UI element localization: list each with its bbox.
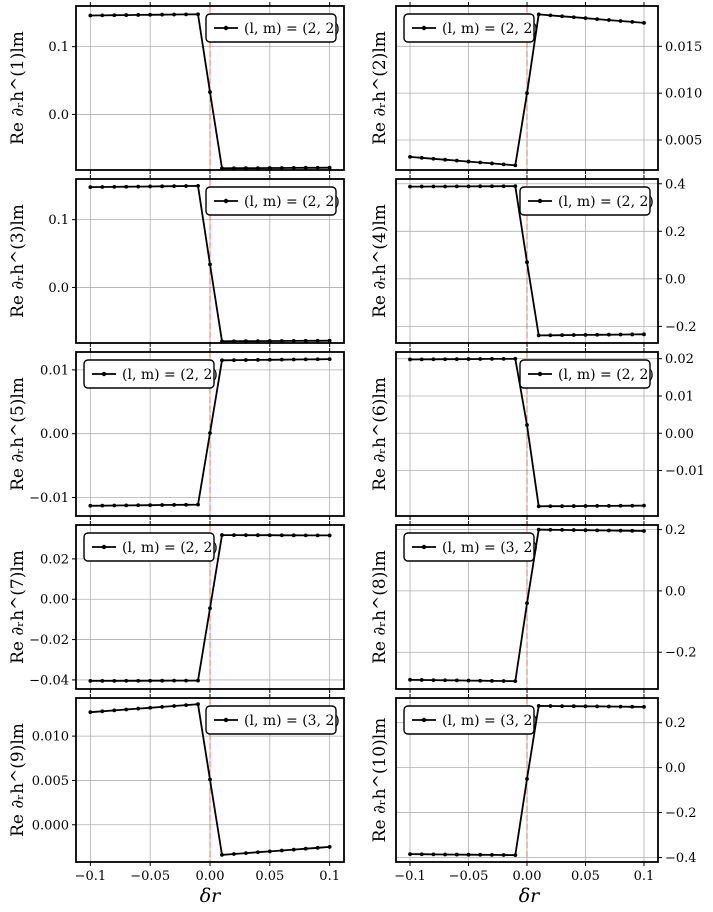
data-point [630, 529, 634, 533]
data-point [525, 260, 529, 264]
data-point [455, 159, 459, 163]
y-tick-label: 0.02 [665, 352, 694, 368]
data-point [584, 704, 588, 708]
data-point [584, 528, 588, 532]
y-axis-label: Re ∂ᵣh^(9)lm [8, 723, 28, 837]
panel-5 [8, 348, 344, 520]
data-point [642, 21, 646, 25]
data-point [595, 528, 599, 532]
data-point [136, 707, 140, 711]
data-point [316, 846, 320, 850]
data-point [537, 333, 541, 337]
legend [84, 360, 218, 388]
y-tick-label: −0.01 [29, 490, 69, 506]
data-point [196, 702, 200, 706]
data-point [408, 358, 412, 362]
data-point [607, 705, 611, 709]
data-point [478, 184, 482, 188]
data-point [490, 357, 494, 361]
x-tick-label: −0.1 [74, 869, 107, 884]
panel-1 [8, 2, 344, 174]
data-point [100, 13, 104, 17]
data-point [572, 528, 576, 532]
data-point [595, 504, 599, 508]
y-tick-label: 0.010 [665, 86, 703, 102]
data-point [112, 709, 116, 713]
y-axis-label: Re ∂ᵣh^(6)lm [370, 377, 390, 491]
x-tick-label: 0.00 [512, 869, 542, 884]
data-point [184, 703, 188, 707]
y-tick-label: 0.005 [665, 133, 703, 149]
data-point [124, 504, 128, 508]
data-point [172, 503, 176, 507]
panel-10 [370, 694, 697, 884]
x-axis-label-left: δr [199, 885, 221, 907]
data-point [292, 358, 296, 362]
legend-label: (l, m) = (2, 2) [122, 367, 218, 383]
y-tick-label: −0.01 [665, 464, 705, 480]
y-tick-label: 0.01 [665, 389, 694, 405]
data-point [196, 184, 200, 188]
data-point [560, 504, 564, 508]
y-tick-label: 0.0 [665, 761, 686, 777]
data-point [136, 13, 140, 17]
data-point [304, 533, 308, 537]
data-point [124, 185, 128, 189]
panel-grid [8, 2, 705, 884]
data-point [502, 357, 506, 361]
data-point [513, 357, 517, 361]
data-point [420, 357, 424, 361]
data-point [268, 533, 272, 537]
data-point [607, 529, 611, 533]
data-point [316, 166, 320, 170]
y-tick-label: 0.0 [48, 280, 69, 296]
panel-8 [370, 521, 697, 693]
data-point [467, 184, 471, 188]
data-point [172, 704, 176, 708]
y-tick-label: 0.0 [48, 107, 69, 123]
data-point [478, 853, 482, 857]
y-tick-label: −0.2 [665, 645, 697, 661]
data-point [160, 13, 164, 17]
data-point [88, 504, 92, 508]
legend-label: (l, m) = (2, 2) [244, 21, 340, 37]
data-point [630, 333, 634, 337]
data-point [467, 679, 471, 683]
y-tick-label: 0.00 [40, 592, 69, 608]
y-tick-label: −0.4 [665, 851, 697, 867]
data-point [232, 852, 236, 856]
y-axis-label: Re ∂ᵣh^(1)lm [8, 31, 28, 145]
legend-label: (l, m) = (2, 2) [558, 367, 654, 383]
legend [520, 187, 654, 215]
legend [404, 14, 538, 42]
data-point [595, 705, 599, 709]
data-point [232, 358, 236, 362]
panel-4 [370, 175, 697, 347]
data-point [560, 704, 564, 708]
legend-label: (l, m) = (2, 2) [558, 194, 654, 210]
x-tick-label: −0.05 [448, 869, 489, 884]
x-axis-label-right: δr [518, 885, 540, 907]
data-point [420, 185, 424, 189]
data-point [513, 679, 517, 683]
data-point [328, 166, 332, 170]
data-point [124, 708, 128, 712]
y-axis-label: Re ∂ᵣh^(10)lm [370, 717, 390, 843]
data-point [595, 17, 599, 21]
data-point [432, 185, 436, 189]
data-point [572, 704, 576, 708]
data-point [184, 184, 188, 188]
data-point [420, 678, 424, 682]
x-tick-label: 0.05 [571, 869, 600, 884]
data-point [432, 157, 436, 161]
data-point [490, 679, 494, 683]
data-point [420, 852, 424, 856]
data-point [208, 262, 212, 266]
data-point [208, 778, 212, 782]
data-point [292, 533, 296, 537]
data-point [619, 529, 623, 533]
y-tick-label: −0.02 [29, 633, 69, 649]
data-point [502, 679, 506, 683]
data-point [208, 431, 212, 435]
data-point [467, 160, 471, 164]
data-point [328, 534, 332, 538]
legend-marker-swatch [422, 26, 426, 30]
legend [206, 14, 340, 42]
y-tick-label: 0.4 [665, 177, 686, 193]
data-point [642, 529, 646, 533]
panel-3 [8, 175, 344, 347]
data-point [172, 679, 176, 683]
y-axis-label: Re ∂ᵣh^(8)lm [370, 550, 390, 664]
legend-marker-swatch [422, 718, 426, 722]
data-point [502, 853, 506, 857]
data-point [88, 14, 92, 18]
data-point [316, 339, 320, 343]
data-point [619, 705, 623, 709]
data-point [208, 606, 212, 610]
y-axis-label: Re ∂ᵣh^(5)lm [8, 377, 28, 491]
y-tick-label: −0.2 [665, 806, 697, 822]
data-point [490, 162, 494, 166]
data-point [455, 679, 459, 683]
legend-label: (l, m) = (2, 2) [122, 540, 218, 556]
data-point [328, 845, 332, 849]
data-point [619, 19, 623, 23]
data-point [256, 533, 260, 537]
data-point [100, 504, 104, 508]
data-point [642, 332, 646, 336]
data-point [432, 357, 436, 361]
data-point [408, 155, 412, 159]
data-point [630, 20, 634, 24]
data-point [328, 357, 332, 361]
data-point [124, 679, 128, 683]
data-point [148, 679, 152, 683]
data-point [548, 504, 552, 508]
legend-label: (l, m) = (2, 2) [442, 21, 538, 37]
data-point [256, 358, 260, 362]
data-point [100, 679, 104, 683]
data-point [584, 16, 588, 20]
data-point [172, 184, 176, 188]
data-point [148, 13, 152, 17]
y-axis-label: Re ∂ᵣh^(2)lm [370, 31, 390, 145]
data-point [525, 91, 529, 95]
legend [404, 533, 538, 561]
data-point [502, 184, 506, 188]
data-point [220, 853, 224, 857]
data-point [642, 504, 646, 508]
y-tick-label: 0.2 [665, 523, 686, 539]
data-point [537, 528, 541, 532]
data-point [525, 423, 529, 427]
data-point [196, 679, 200, 683]
data-point [478, 679, 482, 683]
y-tick-label: 0.00 [40, 427, 69, 443]
data-point [630, 705, 634, 709]
data-point [490, 853, 494, 857]
data-point [292, 848, 296, 852]
legend-marker-swatch [422, 545, 426, 549]
data-point [537, 704, 541, 708]
y-tick-label: 0.01 [40, 363, 69, 379]
x-tick-label: 0.1 [319, 869, 340, 884]
data-point [513, 163, 517, 167]
legend-marker-swatch [538, 199, 542, 203]
legend [404, 706, 538, 734]
legend-marker-swatch [538, 372, 542, 376]
data-point [548, 704, 552, 708]
data-point [232, 533, 236, 537]
y-tick-label: 0.02 [40, 552, 69, 568]
data-point [584, 504, 588, 508]
data-point [572, 504, 576, 508]
x-tick-label: −0.05 [130, 869, 171, 884]
data-point [619, 504, 623, 508]
data-point [630, 504, 634, 508]
data-point [160, 705, 164, 709]
data-point [112, 185, 116, 189]
data-point [560, 14, 564, 18]
data-point [88, 710, 92, 714]
y-axis-label: Re ∂ᵣh^(7)lm [8, 550, 28, 664]
data-point [148, 185, 152, 189]
data-point [136, 185, 140, 189]
data-point [172, 13, 176, 17]
legend [206, 187, 340, 215]
y-tick-label: 0.005 [31, 773, 69, 789]
data-point [124, 13, 128, 17]
y-tick-label: 0.0 [665, 584, 686, 600]
data-point [280, 533, 284, 537]
x-tick-label: −0.1 [394, 869, 426, 884]
legend-marker-swatch [102, 545, 106, 549]
data-point [244, 358, 248, 362]
data-point [502, 162, 506, 166]
data-point [304, 358, 308, 362]
data-point [100, 185, 104, 189]
data-point [478, 357, 482, 361]
data-point [184, 13, 188, 17]
y-tick-label: 0.00 [665, 426, 694, 442]
data-point [642, 705, 646, 709]
data-point [467, 357, 471, 361]
panel-9 [8, 694, 344, 884]
data-point [112, 679, 116, 683]
legend [206, 706, 340, 734]
data-point [443, 158, 447, 162]
legend-label: (l, m) = (3, 2) [442, 540, 538, 556]
data-point [244, 851, 248, 855]
data-point [525, 601, 529, 605]
data-point [112, 13, 116, 17]
y-tick-label: 0.2 [665, 224, 686, 240]
y-tick-label: −0.04 [29, 673, 69, 689]
data-point [88, 679, 92, 683]
legend [84, 533, 218, 561]
y-tick-label: 0.1 [48, 40, 69, 56]
data-point [148, 706, 152, 710]
data-point [112, 504, 116, 508]
data-point [525, 777, 529, 781]
data-point [136, 679, 140, 683]
y-tick-label: 0.000 [31, 818, 69, 834]
y-tick-label: 0.0 [665, 272, 686, 288]
data-point [513, 184, 517, 188]
data-point [513, 853, 517, 857]
data-point [408, 852, 412, 856]
data-point [572, 15, 576, 19]
data-point [443, 185, 447, 189]
data-point [280, 849, 284, 853]
x-tick-label: 0.1 [633, 869, 655, 884]
panel-2 [370, 2, 702, 174]
data-point [537, 504, 541, 508]
data-point [208, 90, 212, 94]
data-point [160, 679, 164, 683]
legend-label: (l, m) = (3, 2) [442, 713, 538, 729]
data-point [268, 849, 272, 853]
data-point [548, 13, 552, 17]
data-point [88, 185, 92, 189]
data-point [408, 678, 412, 682]
data-point [607, 333, 611, 337]
data-point [607, 18, 611, 22]
y-tick-label: 0.2 [665, 716, 686, 732]
data-point [443, 357, 447, 361]
data-point [607, 504, 611, 508]
data-point [595, 333, 599, 337]
data-point [256, 850, 260, 854]
data-point [160, 184, 164, 188]
y-tick-label: 0.1 [48, 213, 69, 229]
data-point [584, 333, 588, 337]
data-point [537, 13, 541, 17]
data-point [316, 534, 320, 538]
data-point [619, 333, 623, 337]
data-point [455, 357, 459, 361]
data-point [432, 852, 436, 856]
data-point [548, 333, 552, 337]
panel-6 [370, 348, 705, 520]
data-point [280, 358, 284, 362]
data-point [455, 853, 459, 857]
data-point [490, 184, 494, 188]
y-axis-label: Re ∂ᵣh^(4)lm [370, 204, 390, 318]
legend-label: (l, m) = (3, 2) [244, 713, 340, 729]
legend-marker-swatch [224, 199, 228, 203]
legend-marker-swatch [102, 372, 106, 376]
panel-7 [8, 521, 344, 693]
legend [520, 360, 654, 388]
data-point [572, 333, 576, 337]
data-point [455, 185, 459, 189]
x-tick-label: 0.00 [195, 869, 225, 884]
y-tick-label: 0.010 [31, 729, 69, 745]
data-point [420, 156, 424, 160]
data-point [268, 358, 272, 362]
data-point [304, 847, 308, 851]
legend-marker-swatch [224, 718, 228, 722]
legend-marker-swatch [224, 26, 228, 30]
data-point [548, 528, 552, 532]
data-point [478, 161, 482, 165]
y-axis-label: Re ∂ᵣh^(3)lm [8, 204, 28, 318]
data-point [432, 678, 436, 682]
data-point [160, 503, 164, 507]
data-point [220, 358, 224, 362]
x-tick-label: 0.05 [255, 869, 285, 884]
data-point [443, 853, 447, 857]
data-point [244, 533, 248, 537]
data-point [184, 503, 188, 507]
data-point [408, 185, 412, 189]
data-point [148, 503, 152, 507]
data-point [220, 533, 224, 537]
data-point [184, 679, 188, 683]
data-point [467, 853, 471, 857]
y-tick-label: 0.015 [665, 39, 703, 55]
data-point [100, 709, 104, 713]
data-point [443, 678, 447, 682]
data-point [196, 503, 200, 507]
data-point [560, 528, 564, 532]
data-point [560, 333, 564, 337]
legend-label: (l, m) = (2, 2) [244, 194, 340, 210]
data-point [328, 339, 332, 343]
data-point [316, 357, 320, 361]
data-point [196, 12, 200, 16]
y-tick-label: −0.2 [665, 319, 697, 335]
data-point [136, 503, 140, 507]
